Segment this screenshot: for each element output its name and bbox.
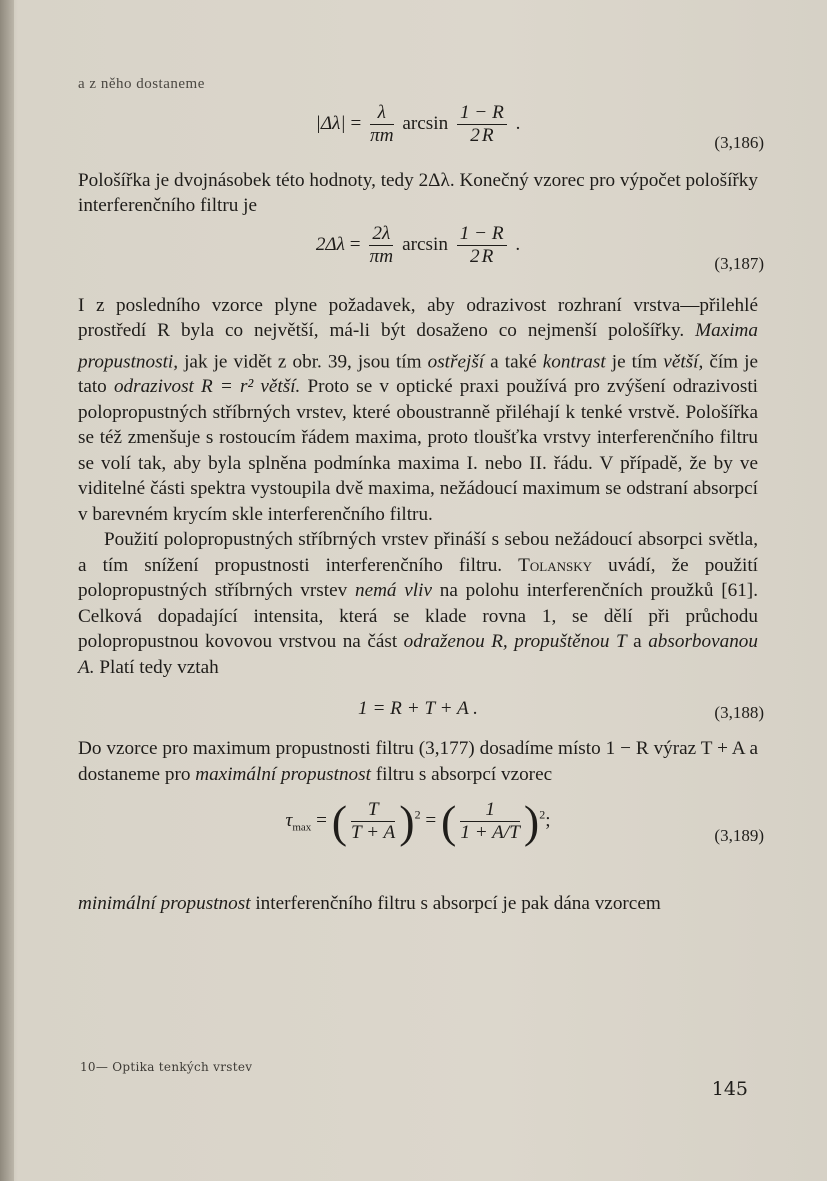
paragraph-3: Použití polopropustných stříbrných vrstev přináší s sebou nežádoucí absorpci světla, a tím snížení propustnosti interferenčního filtru. Tolansky uvádí, že použití polopropustných stříbrných vrstev nemá vliv na polohu interferenčních proužků [61]. Celková dopadající intensita, která se klade rovna 1, se dělí při průchodu polopropustnou kovovou vrstvou na část odraženou R, propuštěnou T a absorbovanou A. Platí tedy vztah <box>78 529 758 678</box>
page-text <box>78 72 764 917</box>
equation-3-189: $\tau_{max}$ = ( $\frac{T}{T + A}$ )$^2$ = ( $\frac{1}{1 + A/T}$ )$^2$; (3,189) <box>285 796 764 848</box>
page-number: 145 <box>711 1078 748 1100</box>
paragraph-5: minimální propustnost interferenčního filtru s absorpcí je pak dána vzorcem <box>78 893 661 915</box>
equation-3-188: 1 = R + T + A . (3,188) <box>358 698 764 723</box>
page-footer <box>80 1060 760 1110</box>
equation-3-186: |Δλ| = $\frac{\lambda}{\pi m}$ arcsin $\frac{1 - R}{2 R}$ . (3,186) <box>78 102 758 164</box>
paragraph-1: Pološířka je dvojnásobek této hodnoty, tedy 2Δλ. Konečný vzorec pro výpočet pološířky interferenčního filtru je <box>78 169 758 216</box>
paragraph-4: Do vzorce pro maximum propustnosti filtru (3,177) dosadíme místo 1 − R výraz T + A a dostaneme pro maximální propustnost filtru s absorpcí vzorec <box>78 738 758 785</box>
equation-3-187: 2Δλ = $\frac{2\lambda}{\pi m}$ arcsin $\frac{1 - R}{2 R}$ . (3,187) <box>315 222 764 273</box>
equation-number: (3,186) <box>714 132 764 152</box>
running-footer: 10— Optika tenkých vrstev <box>80 1060 253 1074</box>
binding-shadow <box>0 0 14 1181</box>
paragraph-2: I z posledního vzorce plyne požadavek, aby odrazivost rozhraní vrstva—přilehlé prostředí R byla co největší, má-li být dosaženo co nejmenší pološířky. Maxima propustnosti, jak je vidět z obr. 39, jsou tím ostřejší a také kontrast je tím větší, čím je tato odrazivost R = r² větší. Proto se v optické praxi používá pro zvýšení odrazivosti polopropustných stříbrných vrstev, které oboustranně přiléhají k tenké vrstvě. Pološířka se též zmenšuje s rostoucím řádem maxima, proto tloušťka vrstvy interferenčního filtru se volí tak, aby byla splněna podmínka maxima I. nebo II. řádu. V případě, že by ve viditelné části spektra vystoupila dvě maxima, nežádoucí maximum se odstraní absorpcí v barevném krycím skle interferenčního filtru. <box>78 294 759 525</box>
eq-lhs: |Δλ| <box>315 112 346 134</box>
intro-line: a z něho dostaneme <box>78 76 205 92</box>
